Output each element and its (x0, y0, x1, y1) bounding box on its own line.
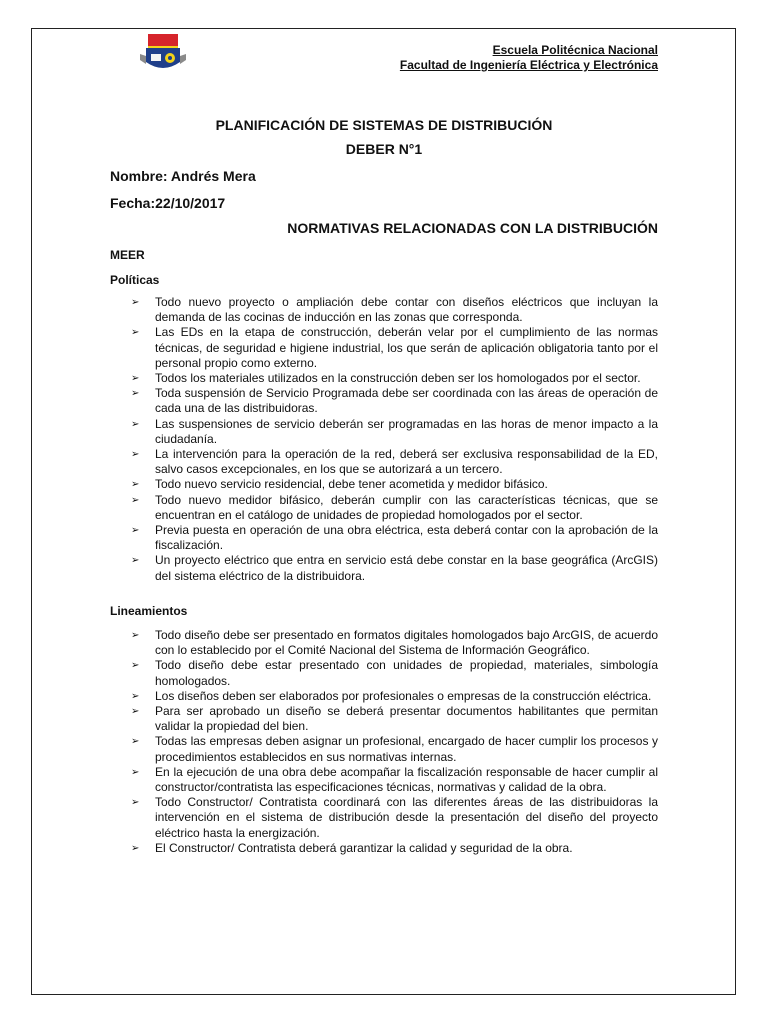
list-item: ➢ La intervención para la operación de la red, deberá ser exclusiva responsabilidad de la ED, salvo casos excepcionales, en los que se autorizará a un tercero. (131, 447, 658, 477)
list-item: ➢ Todo diseño debe estar presentado con unidades de propiedad, materiales, simbología homologados. (131, 658, 658, 688)
list-item: ➢ Los diseños deben ser elaborados por profesionales o empresas de la construcción eléctrica. (131, 689, 658, 704)
list-item: ➢ Todo diseño debe ser presentado en formatos digitales homologados bajo ArcGIS, de acuerdo con lo establecido por el Comité Nacional del Sistema de Información Geográfico. (131, 628, 658, 658)
list-item: ➢ El Constructor/ Contratista deberá garantizar la calidad y seguridad de la obra. (131, 841, 658, 856)
lineamientos-list (131, 628, 658, 856)
politicas-heading: Políticas (110, 273, 160, 287)
list-item: ➢ Todo nuevo medidor bifásico, deberán cumplir con las características técnicas, que se encuentran en el catálogo de unidades de propiedad homologados por el sector. (131, 493, 658, 523)
institution-name: Escuela Politécnica Nacional (492, 43, 658, 57)
document-date: Fecha:22/10/2017 (110, 195, 226, 211)
list-item: ➢ Todo nuevo servicio residencial, debe tener acometida y medidor bifásico. (131, 477, 658, 492)
list-item: ➢ Para ser aprobado un diseño se deberá presentar documentos habilitantes que permitan validar la propiedad del bien. (131, 704, 658, 734)
lineamientos-heading: Lineamientos (110, 604, 188, 618)
list-item: ➢ Las EDs en la etapa de construcción, deberán velar por el cumplimiento de las normas técnicas, de seguridad e higiene industrial, los que serán de aplicación obligatoria tanto por el personal propio como externo. (131, 325, 658, 371)
list-item: ➢ En la ejecución de una obra debe acompañar la fiscalización responsable de hacer cumplir al constructor/contratista las especificaciones técnicas, normativas y calidad de la obra. (131, 765, 658, 795)
student-name: Nombre: Andrés Mera (110, 168, 256, 184)
list-item: ➢ Toda suspensión de Servicio Programada debe ser coordinada con las áreas de operación de cada una de las distribuidoras. (131, 386, 658, 416)
section-title: NORMATIVAS RELACIONADAS CON LA DISTRIBUCIÓN (287, 220, 658, 236)
list-item: ➢ Todos los materiales utilizados en la construcción deben ser los homologados por el sector. (131, 371, 658, 386)
institution-header (400, 43, 658, 73)
list-item: ➢ Un proyecto eléctrico que entra en servicio está debe constar en la base geográfica (ArcGIS) del sistema eléctrico de la distribuidora. (131, 553, 658, 583)
list-item: ➢ Todo nuevo proyecto o ampliación debe contar con diseños eléctricos que incluyan la demanda de las cocinas de inducción en las zonas que corresponda. (131, 295, 658, 325)
epn-crest-icon (138, 34, 188, 74)
document-subtitle: DEBER N°1 (345, 141, 423, 157)
org-heading: MEER (110, 248, 145, 262)
list-item: ➢ Previa puesta en operación de una obra eléctrica, esta deberá contar con la aprobación de la fiscalización. (131, 523, 658, 553)
list-item: ➢ Las suspensiones de servicio deberán ser programadas en las horas de menor impacto a la ciudadanía. (131, 417, 658, 447)
politicas-list (131, 295, 658, 584)
document-title: PLANIFICACIÓN DE SISTEMAS DE DISTRIBUCIÓN (215, 117, 553, 133)
faculty-name: Facultad de Ingeniería Eléctrica y Electrónica (399, 58, 658, 72)
list-item: ➢ Todo Constructor/ Contratista coordinará con las diferentes áreas de las distribuidoras la intervención en el sistema de distribución desde la presentación del diseño del proyecto eléctrico hasta la energización. (131, 795, 658, 841)
list-item: ➢ Todas las empresas deben asignar un profesional, encargado de hacer cumplir los procesos y procedimientos establecidos en sus normativas internas. (131, 734, 658, 764)
